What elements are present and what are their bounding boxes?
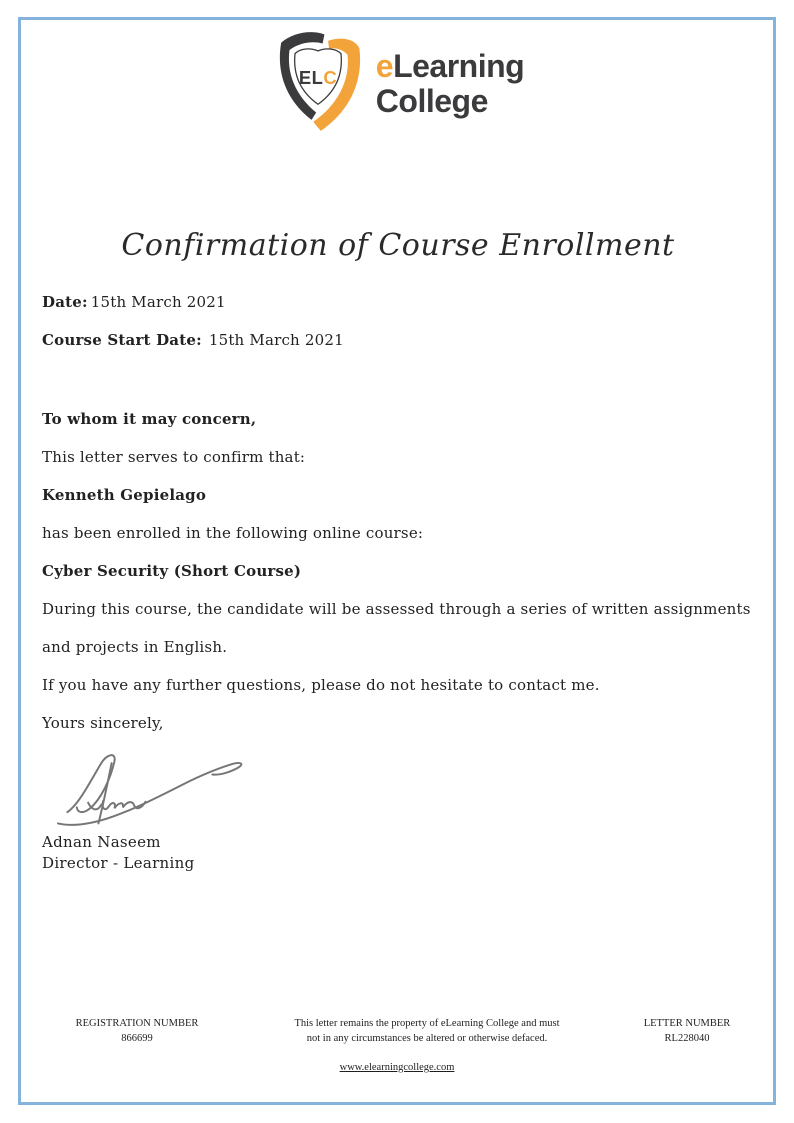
date-line xyxy=(42,283,754,321)
closing-line: Yours sincerely, xyxy=(42,714,164,732)
shield-monogram-orange: C xyxy=(323,67,337,88)
letter-page xyxy=(42,0,754,874)
letter-number-value: RL228040 xyxy=(664,1033,710,1044)
letter-number-label: LETTER NUMBER xyxy=(643,1018,731,1029)
elc-shield-icon xyxy=(272,31,364,137)
logo-wordmark-line1 xyxy=(376,49,524,84)
footer-notice xyxy=(242,1016,612,1046)
handwritten-signature-icon xyxy=(46,750,261,830)
logo-wordmark-line2: College xyxy=(375,83,488,119)
shield-monogram-dark: EL xyxy=(298,67,324,88)
svg-text:ELC xyxy=(299,67,337,88)
elc-logo xyxy=(42,30,754,138)
registration-number-label: REGISTRATION NUMBER xyxy=(75,1018,199,1029)
signer-block xyxy=(42,832,754,874)
confirm-line: This letter serves to confirm that: xyxy=(42,448,306,466)
course-name: Cyber Security (Short Course) xyxy=(42,562,302,580)
salutation: To whom it may concern, xyxy=(42,410,257,428)
logo-e: e xyxy=(375,48,394,84)
footer-notice-line1: This letter remains the property of eLearning College and must xyxy=(294,1018,560,1029)
signer-name: Adnan Naseem xyxy=(42,833,161,851)
logo-wordmark xyxy=(376,49,524,119)
date-value: 15th March 2021 xyxy=(90,293,226,311)
enrolled-line: has been enrolled in the following online course: xyxy=(42,524,424,542)
assessment-line: During this course, the candidate will be assessed through a series of written assignments and projects in English. xyxy=(42,600,751,656)
website-link[interactable]: www.elearningcollege.com xyxy=(339,1062,455,1073)
registration-number-block xyxy=(42,1016,232,1046)
student-name: Kenneth Gepielago xyxy=(42,486,207,504)
registration-number-value: 866699 xyxy=(121,1033,153,1044)
signer-title: Director - Learning xyxy=(42,854,195,872)
signature-image xyxy=(46,750,754,830)
letter-number-block xyxy=(622,1016,752,1046)
footer-notice-line2: not in any circumstances be altered or otherwise defaced. xyxy=(306,1033,548,1044)
date-label: Date: xyxy=(42,293,88,311)
course-start-label: Course Start Date: xyxy=(42,331,202,349)
letter-title: Confirmation of Course Enrollment xyxy=(121,228,675,263)
questions-line: If you have any further questions, please do not hesitate to contact me. xyxy=(42,676,600,694)
logo-learning: Learning xyxy=(393,48,525,84)
footer xyxy=(42,1016,752,1046)
letter-body xyxy=(42,283,754,742)
course-start-line xyxy=(42,321,754,359)
course-start-value: 15th March 2021 xyxy=(208,331,344,349)
